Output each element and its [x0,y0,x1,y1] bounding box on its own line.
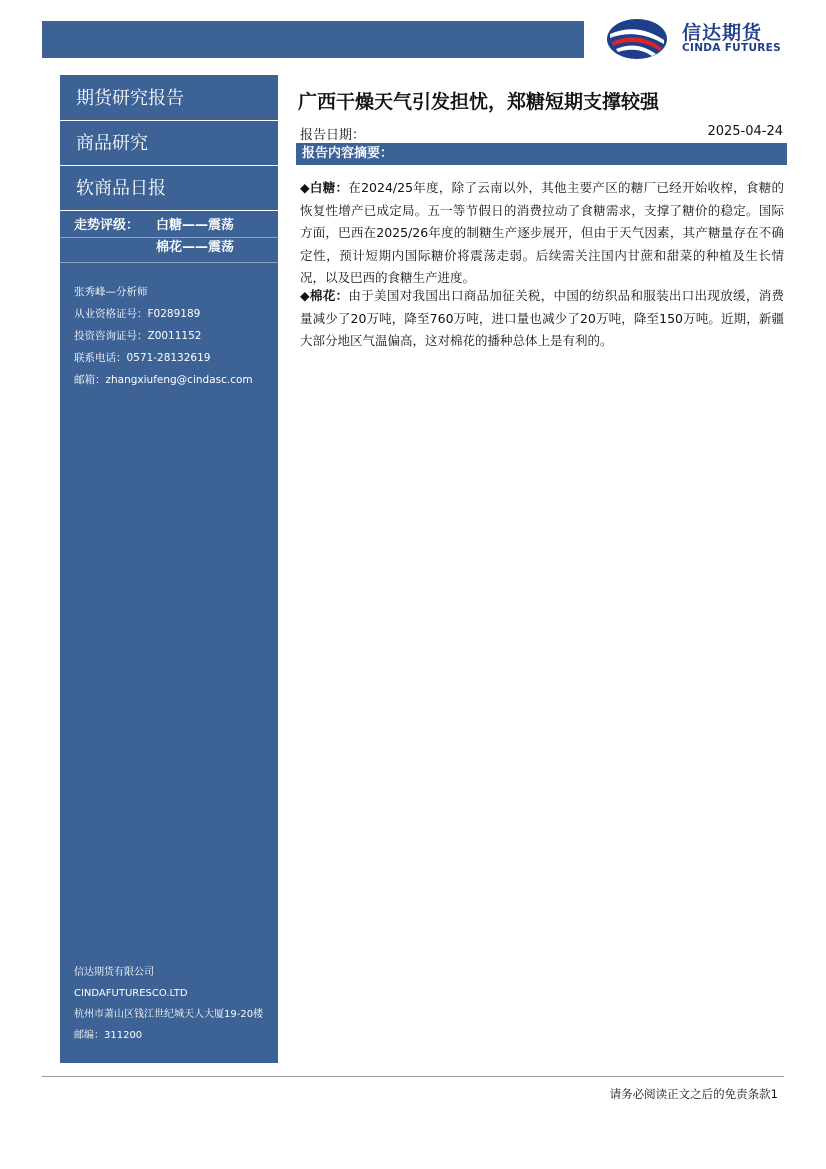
company-info [74,962,263,1046]
report-date: 2025-04-24 [707,124,783,139]
company-name-en: CINDAFUTURESCO.LTD [74,988,188,999]
analyst-consult-license: 投资咨询证号：Z0011152 [74,330,202,342]
sugar-text: 在2024/25年度，除了云南以外，其他主要产区的糖厂已经开始收榨，食糖的恢复性增产已成定局。五一等节假日的消费拉动了食糖需求，支撑了糖价的稳定。国际方面，巴西在2025/26年度的制糖生产逐步展开，但由于天气因素，其产糖量存在不确定性，预计短期内国际糖价将震荡走弱。后续需关注国内甘蔗和甜菜的种植及生长情况，以及巴西的食糖生产进度。 [300,180,784,285]
analyst-phone: 联系电话：0571-28132619 [74,352,211,364]
sugar-paragraph [300,177,784,290]
cotton-heading: ◆棉花： [300,288,349,303]
trend-rating-label: 走势评级： [74,218,140,233]
sidebar [60,75,278,1063]
report-title: 广西干燥天气引发担忧，郑糖短期支撑较强 [298,91,660,113]
trend-rating-cotton: 棉花——震荡 [156,240,235,255]
trend-rating-sugar: 白糖——震荡 [156,218,235,233]
company-name: 信达期货有限公司 [74,967,154,978]
cotton-paragraph [300,285,784,353]
sidebar-heading-subcategory: 软商品日报 [60,167,278,211]
cinda-logo [604,16,794,62]
footer-divider [42,1076,784,1077]
report-date-row [296,121,787,141]
header-bar [42,21,584,58]
report-date-label: 报告日期： [300,128,366,143]
logo-text-en: CINDA FUTURES [682,42,782,54]
sugar-heading: ◆白糖： [300,180,349,195]
analyst-info [74,281,253,391]
company-postcode: 邮编：311200 [74,1030,143,1041]
footer-disclaimer: 请务必阅读正文之后的免责条款1 [609,1087,778,1101]
rating-divider [60,262,278,263]
company-address: 杭州市萧山区钱江世纪城天人大厦19-20楼 [74,1009,264,1020]
sidebar-heading-category: 商品研究 [60,122,278,166]
analyst-name: 张秀峰—分析师 [74,286,148,298]
rating-divider [60,237,278,238]
logo-text-cn: 信达期货 [682,22,763,44]
sidebar-heading-report-type: 期货研究报告 [60,77,278,121]
cotton-text: 由于美国对我国出口商品加征关税，中国的纺织品和服装出口出现放缓，消费量减少了20万吨，降至760万吨，进口量也减少了20万吨，降至150万吨。近期，新疆大部分地区气温偏高，这对棉花的播种总体上是有利的。 [300,288,784,348]
analyst-email: 邮箱：zhangxiufeng@cindasc.com [74,374,253,386]
analyst-license: 从业资格证号：F0289189 [74,308,201,320]
cinda-logo-icon [604,16,670,62]
summary-heading: 报告内容摘要： [296,143,787,165]
